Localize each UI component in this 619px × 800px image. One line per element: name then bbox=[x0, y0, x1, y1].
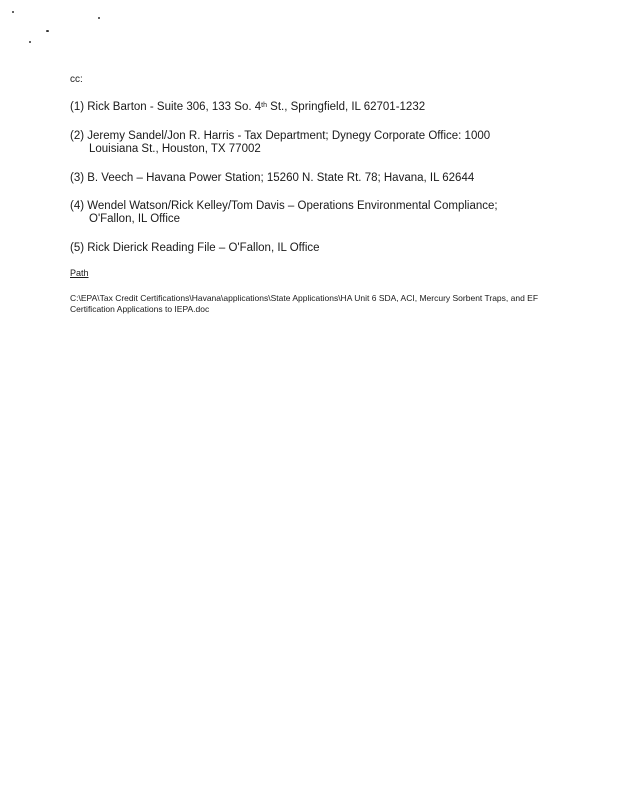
scan-speck bbox=[12, 11, 14, 13]
recipient-entry-4 bbox=[70, 200, 498, 226]
recipient-line: (5) Rick Dierick Reading File – O'Fallon, IL Office bbox=[70, 242, 320, 254]
recipient-entry-1 bbox=[70, 101, 425, 114]
recipient-entry-2 bbox=[70, 130, 490, 156]
path-label: Path bbox=[70, 268, 89, 278]
recipient-line: (2) Jeremy Sandel/Jon R. Harris - Tax Department; Dynegy Corporate Office: 1000 bbox=[70, 130, 491, 142]
file-path: C:\EPA\Tax Credit Certifications\Havana\applications\State Applications\HA Unit 6 SDA, ACI, Mercury Sorbent Traps, and EF Certification Applications to IEPA.doc bbox=[70, 293, 539, 314]
recipient-line-continued: O'Fallon, IL Office bbox=[89, 213, 181, 225]
recipient-line-continued: Louisiana St., Houston, TX 77002 bbox=[89, 143, 261, 155]
cc-label: cc: bbox=[70, 74, 83, 85]
recipient-line: (3) B. Veech – Havana Power Station; 15260 N. State Rt. 78; Havana, IL 62644 bbox=[70, 172, 475, 184]
recipient-entry-3 bbox=[70, 172, 474, 185]
recipient-entry-5 bbox=[70, 242, 320, 255]
recipient-line: (4) Wendel Watson/Rick Kelley/Tom Davis – Operations Environmental Compliance; bbox=[70, 200, 498, 212]
recipient-line: (1) Rick Barton - Suite 306, 133 So. 4th St., Springfield, IL 62701-1232 bbox=[70, 101, 426, 113]
scan-speck bbox=[46, 30, 49, 32]
scan-speck bbox=[98, 17, 100, 19]
scan-speck bbox=[29, 41, 31, 43]
